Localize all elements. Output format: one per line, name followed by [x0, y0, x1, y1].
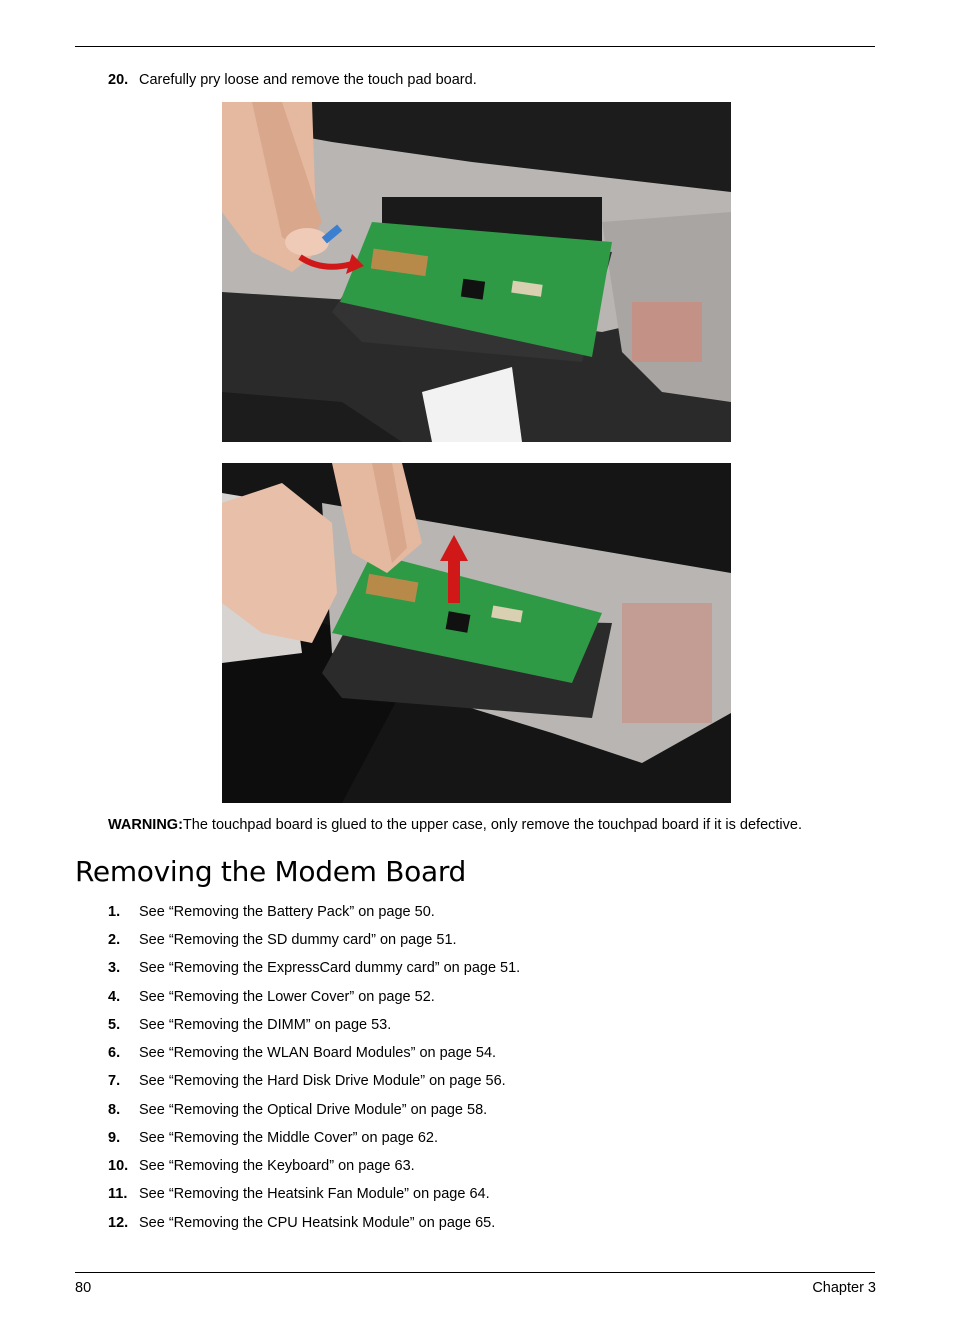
footer-rule	[75, 1272, 875, 1273]
warning-label: WARNING:	[108, 817, 183, 833]
step-text: See “Removing the Middle Cover” on page 62.	[139, 1130, 439, 1146]
list-item	[108, 988, 435, 1006]
step-number: 8.	[108, 1102, 121, 1118]
step-number: 11.	[108, 1186, 128, 1202]
list-item	[108, 1016, 391, 1034]
warning-note	[108, 816, 802, 834]
step-text: See “Removing the Optical Drive Module” on page 58.	[139, 1102, 488, 1118]
step-text: See “Removing the SD dummy card” on page 51.	[139, 932, 457, 948]
section-title: Removing the Modem Board	[75, 855, 467, 888]
list-item	[108, 959, 520, 977]
step-number: 12.	[108, 1215, 129, 1231]
list-item	[108, 1157, 415, 1175]
step-number: 7.	[108, 1073, 121, 1089]
step-number: 2.	[108, 932, 121, 948]
chapter-label: Chapter 3	[812, 1280, 876, 1296]
step-number: 6.	[108, 1045, 121, 1061]
step-text: See “Removing the CPU Heatsink Module” on page 65.	[139, 1215, 496, 1231]
step-number: 5.	[108, 1017, 121, 1033]
list-item	[108, 903, 435, 921]
step-number: 20.	[108, 72, 129, 88]
step-text: See “Removing the DIMM” on page 53.	[139, 1017, 392, 1033]
photo-lift-touchpad-board	[222, 463, 731, 803]
warning-text: The touchpad board is glued to the upper case, only remove the touchpad board if it is defective.	[182, 817, 802, 833]
step-text: See “Removing the Heatsink Fan Module” on page 64.	[139, 1186, 490, 1202]
header-rule	[75, 46, 875, 47]
list-item	[108, 1185, 490, 1203]
step-number: 9.	[108, 1130, 121, 1146]
step-number: 4.	[108, 989, 121, 1005]
step-text: See “Removing the Keyboard” on page 63.	[139, 1158, 415, 1174]
list-item	[108, 1072, 506, 1090]
step-text: See “Removing the ExpressCard dummy card” on page 51.	[139, 960, 521, 976]
step-20	[108, 71, 477, 89]
list-item	[108, 1101, 487, 1119]
step-text: See “Removing the Battery Pack” on page 50.	[139, 904, 435, 920]
step-text: See “Removing the WLAN Board Modules” on page 54.	[139, 1045, 497, 1061]
step-number: 10.	[108, 1158, 129, 1174]
list-item	[108, 1044, 496, 1062]
step-number: 3.	[108, 960, 121, 976]
step-number: 1.	[108, 904, 121, 920]
list-item	[108, 1129, 438, 1147]
photo-pry-touchpad-board	[222, 102, 731, 442]
list-item	[108, 931, 457, 949]
page-number: 80	[75, 1280, 92, 1296]
step-text: See “Removing the Hard Disk Drive Module” on page 56.	[139, 1073, 506, 1089]
list-item	[108, 1214, 495, 1232]
step-text: Carefully pry loose and remove the touch pad board.	[139, 72, 477, 88]
step-text: See “Removing the Lower Cover” on page 52.	[139, 989, 435, 1005]
